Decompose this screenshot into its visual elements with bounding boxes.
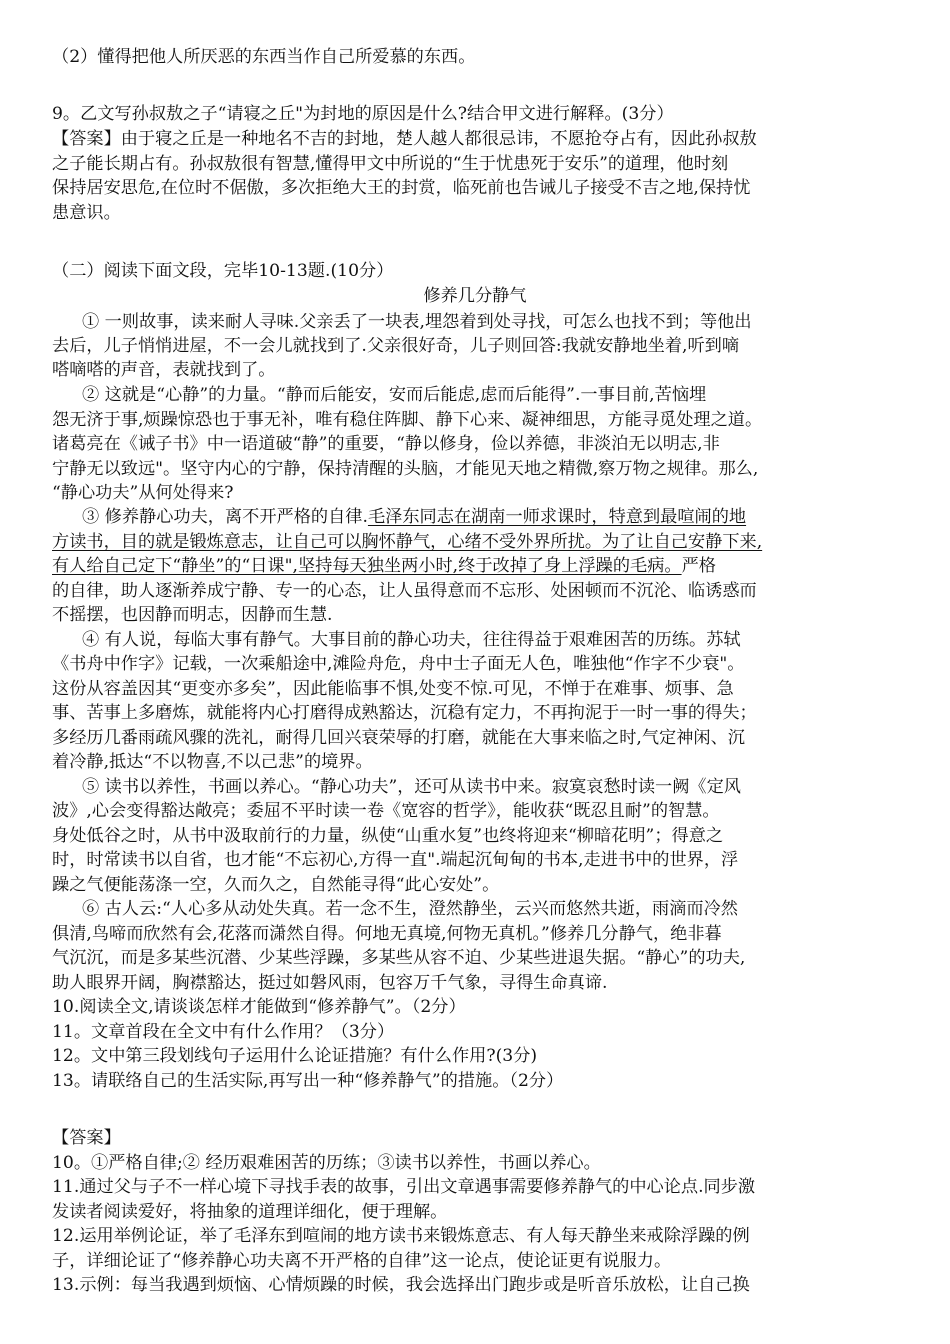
paragraph-2-line: 诸葛亮在《诫子书》中一语道破“静”的重要，“静以修身，俭以养德，非淡泊无以明志,非 xyxy=(52,434,720,454)
paragraph-5-line: ⑤ 读书以养性，书画以养心。“静心功夫”，还可从读书中来。寂寞哀愁时读一阙《定风 xyxy=(82,777,741,797)
answer-line: 13.示例：每当我遇到烦恼、心情烦躁的时候，我会选择出门跑步或是听音乐放松，让自己换 xyxy=(52,1275,750,1295)
paragraph-3-text: ③ 修养静心功夫，离不开严格的自律. xyxy=(82,507,368,527)
article-title: 修养几分静气 xyxy=(423,286,527,306)
paragraph-2-line: 怨无济于事,烦躁惊恐也于事无补，唯有稳住阵脚、静下心来、凝神细思，方能寻觅处理之道。 xyxy=(52,410,763,430)
q8-answer-item-2: （2）懂得把他人所厌恶的东西当作自己所爱慕的东西。 xyxy=(52,47,476,67)
paragraph-4-line: 多经历几番雨疏风骤的洗礼，耐得几回兴衰荣辱的打磨，就能在大事来临之时,气定神闲、沉 xyxy=(52,728,745,748)
paragraph-3-line-2 xyxy=(52,529,902,555)
q9-answer-line: 患意识。 xyxy=(52,203,121,223)
q9-answer-line: 之子能长期占有。孙叔敖很有智慧,懂得甲文中所说的“生于忧患死于安乐”的道理，他时刻 xyxy=(52,154,729,174)
underlined-sentence: 有人给自己定下“静坐”的“日课",坚持每天独坐两小时,终于改掉了身上浮躁的毛病。 xyxy=(52,556,682,576)
paragraph-5-line: 躁之气便能荡涤一空，久而久之，自然能寻得“此心安处”。 xyxy=(52,875,500,895)
underlined-sentence: 方读书，目的就是锻炼意志，让自己可以胸怀静气，心绪不受外界所扰。为了让自己安静下来, xyxy=(52,532,763,552)
paragraph-3-line-1 xyxy=(82,504,932,530)
paragraph-6-line: 俱清,鸟啼而欣然有会,花落而潇然自得。何地无真境,何物无真机。”修养几分静气，绝非暮 xyxy=(52,924,722,944)
paragraph-4-line: 《书舟中作字》记载，一次乘船途中,滩险舟危，舟中士子面无人色，唯独他“作字不少衰"。 xyxy=(52,654,745,674)
section-2-intro: （二）阅读下面文段，完毕10-13题.(10分） xyxy=(52,261,394,281)
paragraph-4-line: 着冷静,抵达“不以物喜,不以己悲”的境界。 xyxy=(52,752,373,772)
paragraph-1-line: 嗒嘀嗒的声音，表就找到了。 xyxy=(52,360,276,380)
question-10: 10.阅读全文,请谈谈怎样才能做到“修养静气”。（2分） xyxy=(52,997,466,1017)
answer-line: 发读者阅读爱好，将抽象的道理详细化，便于理解。 xyxy=(52,1202,448,1222)
paragraph-1-line: 去后，儿子悄悄进屋，不一会儿就找到了.父亲很好奇，儿子则回答:我就安静地坐着,听到嘀 xyxy=(52,336,740,356)
question-9: 9。乙文写孙叔敖之子“请寝之丘"为封地的原因是什么?结合甲文进行解释。(3分） xyxy=(52,104,674,124)
paragraph-5-line: 时，时常读书以自省，也才能“不忘初心,方得一直".端起沉甸甸的书本,走进书中的世界，浮 xyxy=(52,850,739,870)
paragraph-4-line: 事、苦事上多磨炼，就能将内心打磨得成熟豁达，沉稳有定力，不再拘泥于一时一事的得失； xyxy=(52,703,757,723)
paragraph-5-line: 身处低谷之时，从书中汲取前行的力量，纵使“山重水复”也终将迎来“柳暗花明”；得意之 xyxy=(52,826,724,846)
paragraph-3-text: 严格 xyxy=(681,556,716,576)
q9-answer-line: 【答案】由于寝之丘是一种地名不吉的封地，楚人越人都很忌讳，不愿抢夺占有，因此孙叔敖 xyxy=(52,129,757,149)
paragraph-2-line: ② 这就是“心静”的力量。“静而后能安，安而后能虑,虑而后能得”.一事目前,苦恼埋 xyxy=(82,385,707,405)
paragraph-6-line: ⑥ 古人云:“人心多从动处失真。若一念不生，澄然静坐，云兴而悠然共逝，雨滴而冷然 xyxy=(82,899,738,919)
paragraph-2-line: 宁静无以致远"。坚守内心的宁静，保持清醒的头脑，才能见天地之精微,察万物之规律。那么, xyxy=(52,459,759,479)
answer-line: 11.通过父与子不一样心境下寻找手表的故事，引出文章遇事需要修养静气的中心论点.同步激 xyxy=(52,1177,756,1197)
paragraph-6-line: 气沉沉，而是多某些沉潜、少某些浮躁，多某些从容不迫、少某些进退失据。“静心”的功夫, xyxy=(52,948,746,968)
underlined-sentence: 毛泽东同志在湖南一师求课时，特意到最喧闹的地 xyxy=(367,507,747,527)
paragraph-2-line: “静心功夫”从何处得来? xyxy=(52,483,234,503)
question-13: 13。请联络自己的生活实际,再写出一种“修养静气”的措施。（2分） xyxy=(52,1071,564,1091)
paragraph-5-line: 波》,心会变得豁达敞亮；委屈不平时读一卷《宽容的哲学》，能收获“既忍且耐”的智慧。 xyxy=(52,801,720,821)
paragraph-3-line: 的自律，助人逐渐养成宁静、专一的心态，让人虽得意而不忘形、处困顿而不沉沦、临诱惑而 xyxy=(52,581,757,601)
paragraph-1-line: ① 一则故事，读来耐人寻味.父亲丢了一块表,埋怨着到处寻找，可怎么也找不到；等他出 xyxy=(82,312,752,332)
answer-heading: 【答案】 xyxy=(52,1128,121,1148)
paragraph-6-line: 助人眼界开阔，胸襟豁达，挺过如磐风雨，包容万千气象，寻得生命真谛. xyxy=(52,973,608,993)
answer-line: 子，详细论证了“修养静心功夫离不开严格的自律”这一论点，使论证更有说服力。 xyxy=(52,1251,672,1271)
question-12: 12。文中第三段划线句子运用什么论证措施？有什么作用?(3分) xyxy=(52,1046,538,1066)
paragraph-4-line: 这份从容盖因其“更变亦多矣”，因此能临事不惧,处变不惊.可见，不惮于在难事、烦事、急 xyxy=(52,679,734,699)
paragraph-3-line-3 xyxy=(52,553,902,579)
answer-line: 12.运用举例论证，举了毛泽东到喧闹的地方读书来锻炼意志、有人每天静坐来戒除浮躁的例 xyxy=(52,1226,750,1246)
paragraph-4-line: ④ 有人说，每临大事有静气。大事目前的静心功夫，往往得益于艰难困苦的历练。苏轼 xyxy=(82,630,741,650)
question-11: 11。文章首段在全文中有什么作用？（3分） xyxy=(52,1022,395,1042)
paragraph-3-line: 不摇摆，也因静而明志，因静而生慧. xyxy=(52,605,333,625)
q9-answer-line: 保持居安思危,在位时不倨傲，多次拒绝大王的封赏，临死前也告诫儿子接受不吉之地,保持忧 xyxy=(52,178,751,198)
answer-line: 10。①严格自律;② 经历艰难困苦的历练；③读书以养性，书画以养心。 xyxy=(52,1153,601,1173)
